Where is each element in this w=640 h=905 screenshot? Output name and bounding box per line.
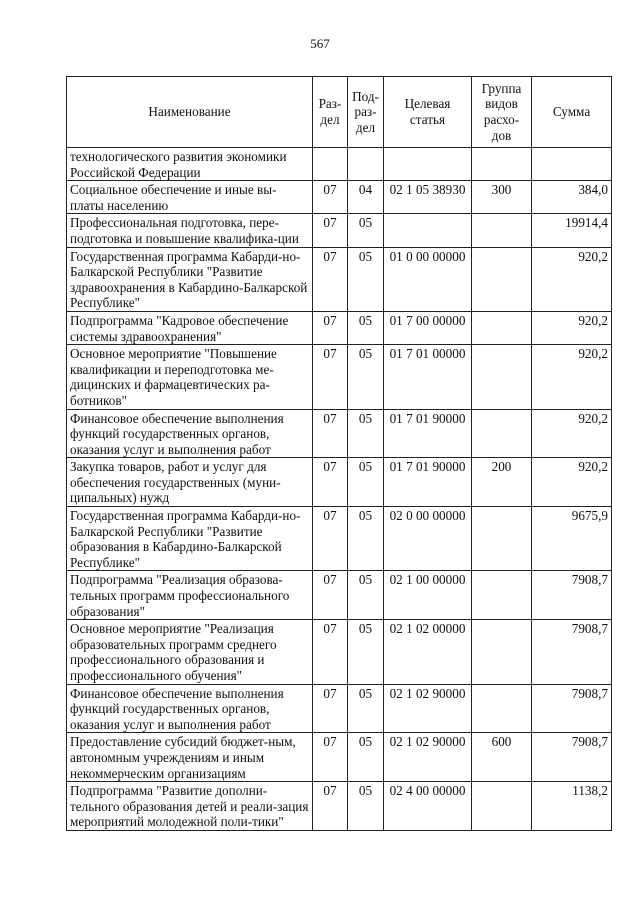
cell-group	[472, 247, 532, 311]
cell-sum: 9675,9	[532, 507, 612, 571]
cell-target: 02 1 00 00000	[384, 571, 472, 620]
cell-section: 07	[313, 345, 348, 409]
cell-sum: 7908,7	[532, 733, 612, 782]
cell-name: Основное мероприятие "Реализация образовательных программ среднего профессионального образования и профессионального обучения"	[67, 620, 313, 684]
table-row	[67, 458, 612, 507]
cell-section: 07	[313, 409, 348, 458]
header-group: Группа видов расхо- дов	[472, 77, 532, 148]
cell-group	[472, 311, 532, 344]
cell-subsection: 05	[348, 620, 384, 684]
cell-sum: 920,2	[532, 409, 612, 458]
cell-subsection: 05	[348, 409, 384, 458]
cell-section: 07	[313, 684, 348, 733]
header-target: Целевая статья	[384, 77, 472, 148]
cell-group: 300	[472, 181, 532, 214]
cell-section: 07	[313, 507, 348, 571]
cell-name: Подпрограмма "Развитие дополни-тельного образования детей и реали-зация мероприятий молодежной поли-тики"	[67, 782, 313, 831]
cell-subsection: 05	[348, 782, 384, 831]
header-subsection: Под- раз- дел	[348, 77, 384, 148]
cell-sum: 920,2	[532, 247, 612, 311]
cell-sum: 7908,7	[532, 571, 612, 620]
table-row	[67, 684, 612, 733]
cell-sum: 920,2	[532, 345, 612, 409]
cell-target: 01 7 01 00000	[384, 345, 472, 409]
cell-name: Социальное обеспечение и иные вы-платы населению	[67, 181, 313, 214]
cell-sum: 19914,4	[532, 214, 612, 247]
cell-sum: 1138,2	[532, 782, 612, 831]
cell-subsection: 05	[348, 345, 384, 409]
cell-target: 02 1 05 38930	[384, 181, 472, 214]
cell-sum: 7908,7	[532, 684, 612, 733]
cell-target	[384, 214, 472, 247]
cell-group	[472, 571, 532, 620]
cell-target: 02 4 00 00000	[384, 782, 472, 831]
cell-sum: 7908,7	[532, 620, 612, 684]
cell-group	[472, 620, 532, 684]
cell-name: Государственная программа Кабарди-но-Балкарской Республики "Развитие образования в Кабардино-Балкарской Республике"	[67, 507, 313, 571]
cell-name: Закупка товаров, работ и услуг для обеспечения государственных (муни-ципальных) нужд	[67, 458, 313, 507]
cell-name: Предоставление субсидий бюджет-ным, автономным учреждениям и иным некоммерческим организациям	[67, 733, 313, 782]
cell-section: 07	[313, 571, 348, 620]
cell-name: Подпрограмма "Реализация образова-тельных программ профессионального образования"	[67, 571, 313, 620]
cell-group	[472, 409, 532, 458]
cell-sum: 920,2	[532, 311, 612, 344]
cell-group: 200	[472, 458, 532, 507]
table-row	[67, 247, 612, 311]
table-body	[67, 148, 612, 831]
cell-subsection: 05	[348, 247, 384, 311]
cell-section: 07	[313, 458, 348, 507]
cell-subsection: 05	[348, 311, 384, 344]
cell-name: Финансовое обеспечение выполнения функций государственных органов, оказания услуг и выполнения работ	[67, 409, 313, 458]
cell-name: Подпрограмма "Кадровое обеспечение системы здравоохранения"	[67, 311, 313, 344]
cell-target: 01 0 00 00000	[384, 247, 472, 311]
table-row	[67, 181, 612, 214]
cell-name: Основное мероприятие "Повышение квалификации и переподготовка ме-дицинских и фармацевтических ра-ботников"	[67, 345, 313, 409]
page-number: 567	[310, 36, 330, 51]
cell-name: Профессиональная подготовка, пере-подготовка и повышение квалифика-ции	[67, 214, 313, 247]
cell-group	[472, 148, 532, 181]
table-row	[67, 733, 612, 782]
table-row	[67, 148, 612, 181]
cell-target: 02 1 02 90000	[384, 684, 472, 733]
cell-section: 07	[313, 181, 348, 214]
cell-group	[472, 507, 532, 571]
cell-group: 600	[472, 733, 532, 782]
cell-group	[472, 782, 532, 831]
budget-table	[66, 76, 612, 831]
table-row	[67, 345, 612, 409]
cell-section: 07	[313, 247, 348, 311]
cell-target: 01 7 01 90000	[384, 409, 472, 458]
cell-sum	[532, 148, 612, 181]
cell-group	[472, 345, 532, 409]
cell-target: 02 1 02 00000	[384, 620, 472, 684]
cell-target: 02 1 02 90000	[384, 733, 472, 782]
table-row	[67, 214, 612, 247]
cell-section: 07	[313, 214, 348, 247]
cell-group	[472, 214, 532, 247]
cell-target: 01 7 00 00000	[384, 311, 472, 344]
cell-section: 07	[313, 311, 348, 344]
table-row	[67, 620, 612, 684]
cell-section: 07	[313, 620, 348, 684]
cell-target: 02 0 00 00000	[384, 507, 472, 571]
table-header-row	[67, 77, 612, 148]
cell-section: 07	[313, 782, 348, 831]
table-row	[67, 782, 612, 831]
cell-subsection: 05	[348, 214, 384, 247]
cell-subsection: 05	[348, 507, 384, 571]
cell-subsection	[348, 148, 384, 181]
table-row	[67, 571, 612, 620]
cell-subsection: 05	[348, 571, 384, 620]
table-row	[67, 311, 612, 344]
cell-name: Государственная программа Кабарди-но-Балкарской Республики "Развитие здравоохранения в Кабардино-Балкарской Республике"	[67, 247, 313, 311]
header-name: Наименование	[67, 77, 313, 148]
cell-group	[472, 684, 532, 733]
cell-target	[384, 148, 472, 181]
cell-section: 07	[313, 733, 348, 782]
cell-subsection: 05	[348, 458, 384, 507]
cell-name: технологического развития экономики Российской Федерации	[67, 148, 313, 181]
header-section: Раз- дел	[313, 77, 348, 148]
cell-subsection: 05	[348, 684, 384, 733]
cell-section	[313, 148, 348, 181]
cell-sum: 384,0	[532, 181, 612, 214]
cell-sum: 920,2	[532, 458, 612, 507]
cell-name: Финансовое обеспечение выполнения функций государственных органов, оказания услуг и выполнения работ	[67, 684, 313, 733]
cell-subsection: 04	[348, 181, 384, 214]
header-sum: Сумма	[532, 77, 612, 148]
table-row	[67, 507, 612, 571]
cell-subsection: 05	[348, 733, 384, 782]
cell-target: 01 7 01 90000	[384, 458, 472, 507]
table-row	[67, 409, 612, 458]
